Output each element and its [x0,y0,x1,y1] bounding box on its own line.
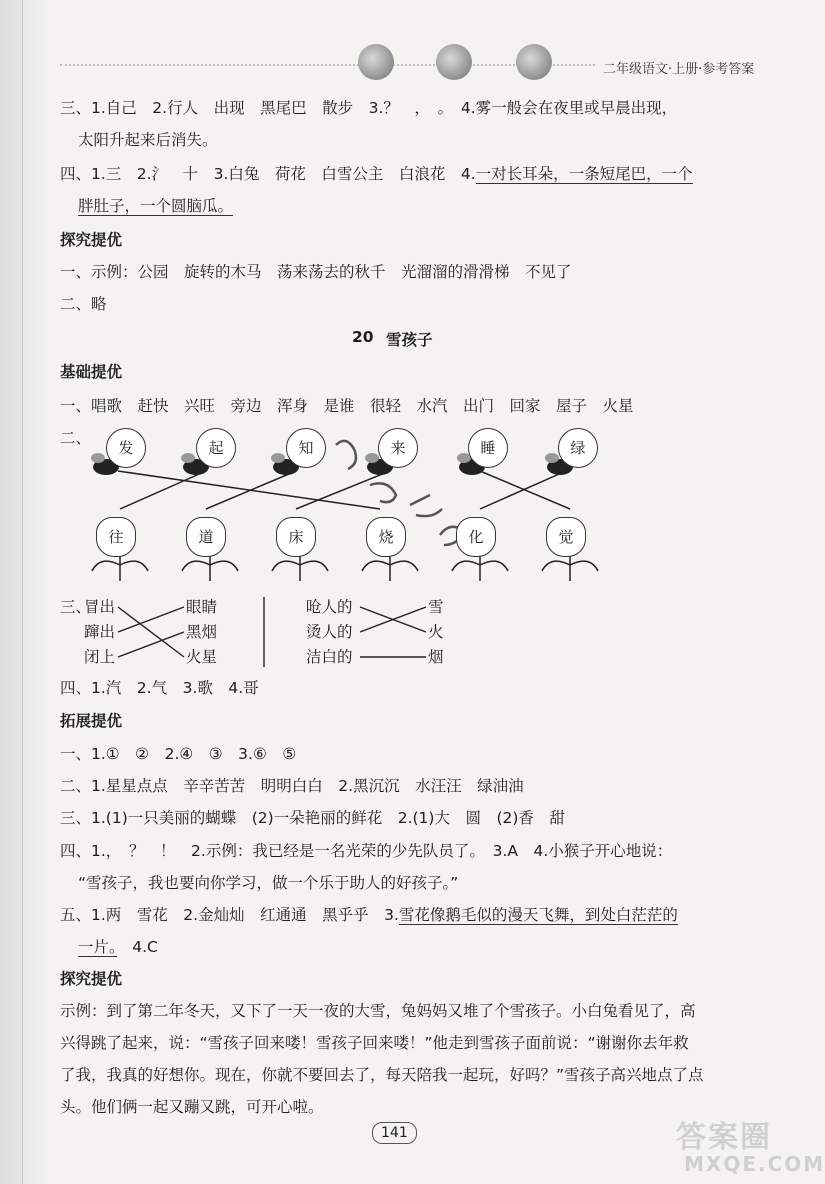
section-heading: 探究提优 [60,970,123,988]
matching-lines [118,471,570,509]
lesson-number: 20 [352,328,374,346]
underlined-answer: 一片。 [78,938,117,956]
mascot-icon [358,44,394,80]
character-bubble: 来 [378,428,418,468]
section-heading: 探究提优 [60,231,123,249]
character-bubble: 知 [286,428,326,468]
match-right: 雪 [428,598,444,616]
match-right: 黑烟 [186,623,218,641]
flower-character: 化 [456,517,496,557]
header-title: 二年级语文·上册·参考答案 [603,62,755,77]
watermark-url: MXQE.COM [684,1152,825,1176]
paragraph-line: 头。他们俩一起又蹦又跳，可开心啦。 [60,1098,324,1116]
character-bubble: 发 [106,428,146,468]
match-left: 呛人的 [306,598,353,616]
question-label: 二、 [60,429,92,447]
answer-line: 太阳升起来后消失。 [78,131,218,149]
flower-character: 觉 [546,517,586,557]
flower-character: 烧 [366,517,406,557]
answer-line: 一、示例：公园 旋转的木马 荡来荡去的秋千 光溜溜的滑滑梯 不见了 [60,263,572,281]
paragraph-line: 兴得跳了起来，说：“雪孩子回来喽！雪孩子回来喽！”他走到雪孩子面前说：“谢谢你去年救 [60,1034,689,1052]
underlined-answer: 一对长耳朵，一条短尾巴，一个 [475,165,693,183]
answer-line: 三、1.自己 2.行人 出现 黑尾巴 散步 3.？ ， 。 4.雾一般会在夜里或早晨出现， [60,99,678,117]
answer-text: 4.C [116,938,158,956]
answer-line: 一、1.① ② 2.④ ③ 3.⑥ ⑤ [60,745,297,763]
answer-line: 一、唱歌 赶快 兴旺 旁边 浑身 是谁 很轻 水汽 出门 回家 屋子 火星 [60,397,634,415]
underlined-answer: 雪花像鹅毛似的漫天飞舞，到处白茫茫的 [398,906,678,924]
answer-line: 三、1.(1)一只美丽的蝴蝶 (2)一朵艳丽的鲜花 2.(1)大 圆 (2)香 甜 [60,809,565,827]
question-label: 三、 [60,598,92,616]
flower-stems [92,543,598,581]
binding-line [22,0,23,1184]
character-bubble: 睡 [468,428,508,468]
watermark-logo: 答案圈 [676,1120,772,1155]
header-rule [60,64,595,66]
lesson-name: 雪孩子 [386,331,433,349]
answer-line: 二、略 [60,295,107,313]
match-left: 烫人的 [306,623,353,641]
answer-line: 二、1.星星点点 辛辛苦苦 明明白白 2.黑沉沉 水汪汪 绿油油 [60,777,524,795]
match-left: 蹿出 [84,623,116,641]
answer-text: 五、1.两 雪花 2.金灿灿 红通通 黑乎乎 3. [60,906,399,924]
paragraph-line: 了我，我真的好想你。现在，你就不要回去了，每天陪我一起玩，好吗？”雪孩子高兴地点了点 [60,1066,704,1084]
answer-line [78,196,233,216]
answer-text: 四、1.三 2.氵 十 3.白兔 荷花 白雪公主 白浪花 4. [60,165,476,183]
mascot-icon [436,44,472,80]
mascot-icon [516,44,552,80]
section-heading: 基础提优 [60,363,123,381]
match-right: 火 [428,623,444,641]
match-left: 冒出 [84,598,116,616]
match-right: 火星 [186,648,218,666]
match-lines [60,595,460,670]
answer-line [78,937,158,957]
answer-line [60,905,678,925]
paragraph-line: 示例：到了第二年冬天，又下了一天一夜的大雪，兔妈妈又堆了个雪孩子。小白兔看见了，高 [60,1002,696,1020]
answer-line: 四、1.汽 2.气 3.歌 4.哥 [60,679,259,697]
answer-line: 四、1.， ？ ！ 2.示例：我已经是一名光荣的少先队员了。 3.A 4.小猴子开心地说： [60,842,673,860]
binding-edge [0,0,48,1184]
answer-line: “雪孩子，我也要向你学习，做一个乐于助人的好孩子。” [78,874,459,892]
match-right: 烟 [428,648,444,666]
character-bubble: 起 [196,428,236,468]
match-left: 洁白的 [306,648,353,666]
match-right: 眼睛 [186,598,218,616]
flower-character: 道 [186,517,226,557]
flower-character: 床 [276,517,316,557]
match-left: 闭上 [84,648,116,666]
character-bubble: 绿 [558,428,598,468]
underlined-answer: 胖肚子，一个圆脑瓜。 [78,197,234,215]
answer-line [60,164,693,184]
page-number: 141 [372,1122,417,1144]
flower-character: 往 [96,517,136,557]
section-heading: 拓展提优 [60,712,123,730]
